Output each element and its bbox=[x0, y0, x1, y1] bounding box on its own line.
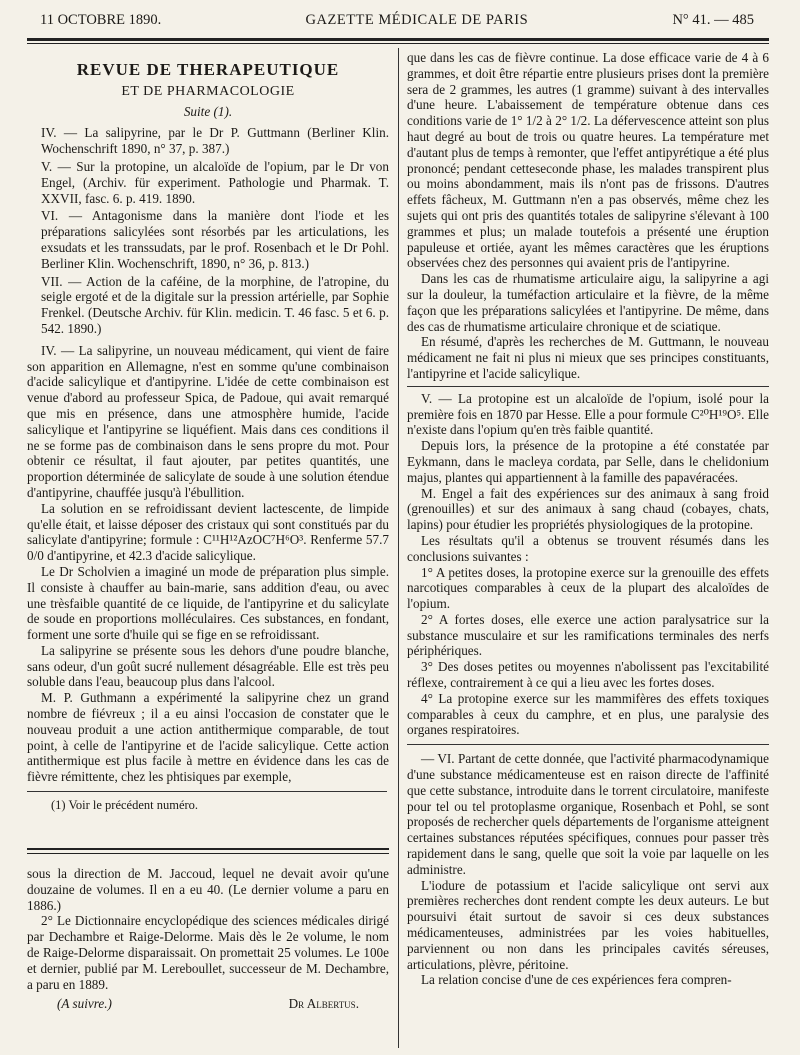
to-follow-note: (A suivre.) bbox=[57, 996, 112, 1012]
reference-item: IV. — La salipyrine, par le Dr P. Guttmann (Berliner Klin. Wochenschrift 1890, n° 37, p. 387.) bbox=[41, 125, 389, 157]
body-paragraph: que dans les cas de fièvre continue. La dose efficace varie de 4 à 6 grammes, et doit être répartie entre plusieurs prises dont la première sera de 2 grammes, les autres (1 gramme) suivant à des intervalles d'une heure. L'abaissement de température obtenue dans ces conditions varie de 1° 1/2 à 2° 1/2. La défervescence atteint son plus haut degré au bout de trois ou quatre heures. La température met d'autant plus de temps à remonter, que l'effet antipyrétique a été plus prononcé; pendant cetteseconde phase, les malades transpirent plus ou moins abondamment, mais ils n'ont pas de frissons. D'autres effets fâcheux, M. Guttmann n'en a pas observés, même chez les sujets qui ont pris des quantités totales de salipyrine s'élevant à 100 grammes et plus; un malade toutefois a présenté une éruption papuleuse et ortiée, ayant les mêmes caractères que les éruptions observées chez des personnes qui avaient pris de l'antipyrine. bbox=[407, 50, 769, 271]
body-paragraph: V. — La protopine est un alcaloïde de l'opium, isolé pour la première fois en 1870 par Hesse. Elle a pour formule C²⁰H¹⁹O⁵. Elle n'existe dans l'opium qu'en très faible quantité. bbox=[407, 390, 769, 438]
left-section-rule-thin bbox=[27, 853, 389, 854]
body-paragraph: sous la direction de M. Jaccoud, lequel ne devait avoir qu'une douzaine de volumes. Il en a eu 40. (Le dernier volume a paru en 1886.) bbox=[27, 866, 389, 913]
body-paragraph: 3° Des doses petites ou moyennes n'abolissent pas l'excitabilité réflexe, contrairement à ce qui a lieu avec les fortes doses. bbox=[407, 659, 769, 691]
body-paragraph: En résumé, d'après les recherches de M. Guttmann, le nouveau médicament ne fait ni plus ni mieux que ses principes constituants, l'antipyrine et l'acide salicylique. bbox=[407, 334, 769, 381]
body-paragraph: IV. — La salipyrine, un nouveau médicament, qui vient de faire son apparition en Allemagne, n'est en somme qu'une combinaison d'acide salicylique et d'antipyrine. L'idée de cette combinaison est venue d'abord au professeur Spica, de Padoue, qui avait remarqué que mis en présence, dans une atmosphère humide, l'acide salicylique et l'antipyrine se liquéfient. Mais dans ces conditions il ne se forme pas de combinaison dans le sens propre du mot. Pour obtenir ce résultat, il faut ajouter, par petites quantités, une proportion déterminée de salicylate de soude à une solution étendue d'antipyrine, chauffée jusqu'à l'ébullition. bbox=[27, 342, 389, 500]
reference-item: V. — Sur la protopine, un alcaloïde de l'opium, par le Dr von Engel, (Archiv. für experiment. Pathologie und Pharmak. T. XXVII, fasc. 6. p. 419. 1890. bbox=[41, 158, 389, 206]
section-rule bbox=[407, 386, 769, 387]
footnote: (1) Voir le précédent numéro. bbox=[51, 798, 199, 813]
body-paragraph: 2° A fortes doses, elle exerce une action paralysatrice sur la substance musculaire et sur les ramifications terminales des nerfs périphériques. bbox=[407, 611, 769, 659]
article-subtitle: ET DE PHARMACOLOGIE bbox=[121, 83, 295, 99]
body-paragraph: 2° Le Dictionnaire encyclopédique des sciences médicales dirigé par Dechambre et Raige-Delorme. Mais dès le 2e volume, le nom de Raige-Delorme disparaissait. On promettait 25 volumes. Le 100e et dernier, publié par M. Lereboullet, successeur de M. Dechambre, a paru en 1889. bbox=[27, 913, 389, 992]
body-paragraph: La salipyrine se présente sous les dehors d'une poudre blanche, sans odeur, d'un goût sucré nullement désagréable. Elle est très peu soluble dans l'eau, beaucoup plus dans l'alcool. bbox=[27, 642, 389, 690]
header-rule-thick bbox=[27, 38, 769, 41]
issue-date: 11 OCTOBRE 1890. bbox=[40, 12, 162, 29]
left-section-rule bbox=[27, 848, 389, 850]
left-column bbox=[27, 58, 389, 814]
article-suite: Suite (1). bbox=[183, 103, 233, 119]
body-paragraph: La solution en se refroidissant devient lactescente, de limpide qu'elle était, et laisse déposer des cristaux qui sont constitués par du salicylate d'antipyrine; formule : C¹¹H¹²AzOC⁷H⁶O³. Renferme 57.7 0/0 d'antipyrine, et 42.3 d'acide salicylique. bbox=[27, 500, 389, 564]
body-paragraph: M. Engel a fait des expériences sur des animaux à sang froid (grenouilles) et sur des animaux à sang chaud (cobayes, chats, lapins) pour étudier les propriétés physiologiques de la protopine. bbox=[407, 485, 769, 533]
body-paragraph: Dans les cas de rhumatisme articulaire aigu, la salipyrine a agi sur la douleur, la tuméfaction articulaire et la fièvre, de la même façon que les préparations salicylées et l'antipyrine. De même, dans des cas de rhumatisme articulaire chronique et de sciatique. bbox=[407, 271, 769, 334]
body-paragraph: — VI. Partant de cette donnée, que l'activité pharmacodynamique d'une substance médicamenteuse est en raison directe de l'affinité que cette substance, introduite dans le torrent circulatoire, manifeste pour tel ou tel protoplasme organique, Rosenbach et Pohl, se sont proposés de rechercher quels départements de l'organisme atteignent certaines substances réputées spécifiques, connues pour passer très rapidement dans le sang, quelle que soit la voie par laquelle on les administre. bbox=[407, 751, 769, 877]
running-header bbox=[40, 12, 754, 30]
body-paragraph: M. P. Guthmann a expérimenté la salipyrine chez un grand nombre de fiévreux ; il a eu ainsi l'occasion de constater que le nouveau produit a une action antithermique comparable, de tout point, à celle de l'antipyrine et de l'acide salicylique. Cette action antithermique est plus facile à mettre en évidence dans les cas de fièvre rémittente, chez les phtisiques par exemple, bbox=[27, 690, 389, 785]
header-rule-thin bbox=[27, 43, 769, 44]
body-paragraph: 1° A petites doses, la protopine exerce sur la grenouille des effets narcotiques comparables à ceux de la plupart des alcaloïdes de l'opium. bbox=[407, 564, 769, 612]
reference-item: VI. — Antagonisme dans la manière dont l'iode et les préparations salicylées sont résorbés par les articulations, les exsudats et les transsudats, par le prof. Rosenbach et le Dr Pohl. Berliner Klin. Wochenschrift, 1890, n° 36, p. 813.) bbox=[41, 208, 389, 271]
body-paragraph: 4° La protopine exerce sur les mammifères des effets toxiques comparables à ceux du camphre, et en plus, une paralysie des organes respiratoires. bbox=[407, 690, 769, 738]
section-rule bbox=[407, 744, 769, 745]
author-signature: Dr Albertus. bbox=[288, 996, 359, 1012]
body-paragraph: L'iodure de potassium et l'acide salicylique ont servi aux premières recherches dont rendent compte les deux auteurs. Le but poursuivi était surtout de savoir si ces deux substances médicamenteuses, administrées par les voies habituelles, parviennent ou non dans les principales cavités séreuses, articulations, plèvre, péritoine. bbox=[407, 877, 769, 972]
column-divider bbox=[398, 48, 399, 1048]
right-column bbox=[407, 50, 769, 988]
signature-line bbox=[27, 992, 389, 1012]
journal-title: GAZETTE MÉDICALE DE PARIS bbox=[305, 12, 529, 29]
reference-item: VII. — Action de la caféine, de la morphine, de l'atropine, du seigle ergoté et de la digitale sur la pression artérielle, par Sophie Frenkel. (Deutsche Archiv. für Klin. medicin. T. 46 fasc. 5 et 6. p. 542. 1890.) bbox=[41, 273, 389, 336]
body-paragraph: La relation concise d'une de ces expériences fera compren- bbox=[421, 972, 732, 988]
reference-list bbox=[27, 125, 389, 336]
body-paragraph: Le Dr Scholvien a imaginé un mode de préparation plus simple. Il consiste à chauffer au bain-marie, sans addition d'eau, ou avec une trèsfaible quantité de ce liquide, de l'antipyrine et du salicylate de soude en proportions molléculaires. Ces substances, en fondant, forment une sorte d'huile qui se fige en se refroidissant. bbox=[27, 563, 389, 643]
footnote-rule bbox=[27, 791, 387, 792]
article-title: REVUE DE THERAPEUTIQUE bbox=[76, 60, 340, 79]
page-number: N° 41. — 485 bbox=[672, 12, 754, 29]
body-paragraph: Depuis lors, la présence de la protopine a été constatée par Eykmann, dans le macleya cordata, par Selle, dans le chelidonium majus, plantes qui appartiennent à la famille des papavéracées. bbox=[407, 438, 769, 485]
left-column-lower bbox=[27, 866, 389, 1012]
body-paragraph: Les résultats qu'il a obtenus se trouvent résumés dans les conclusions suivantes : bbox=[407, 532, 769, 564]
